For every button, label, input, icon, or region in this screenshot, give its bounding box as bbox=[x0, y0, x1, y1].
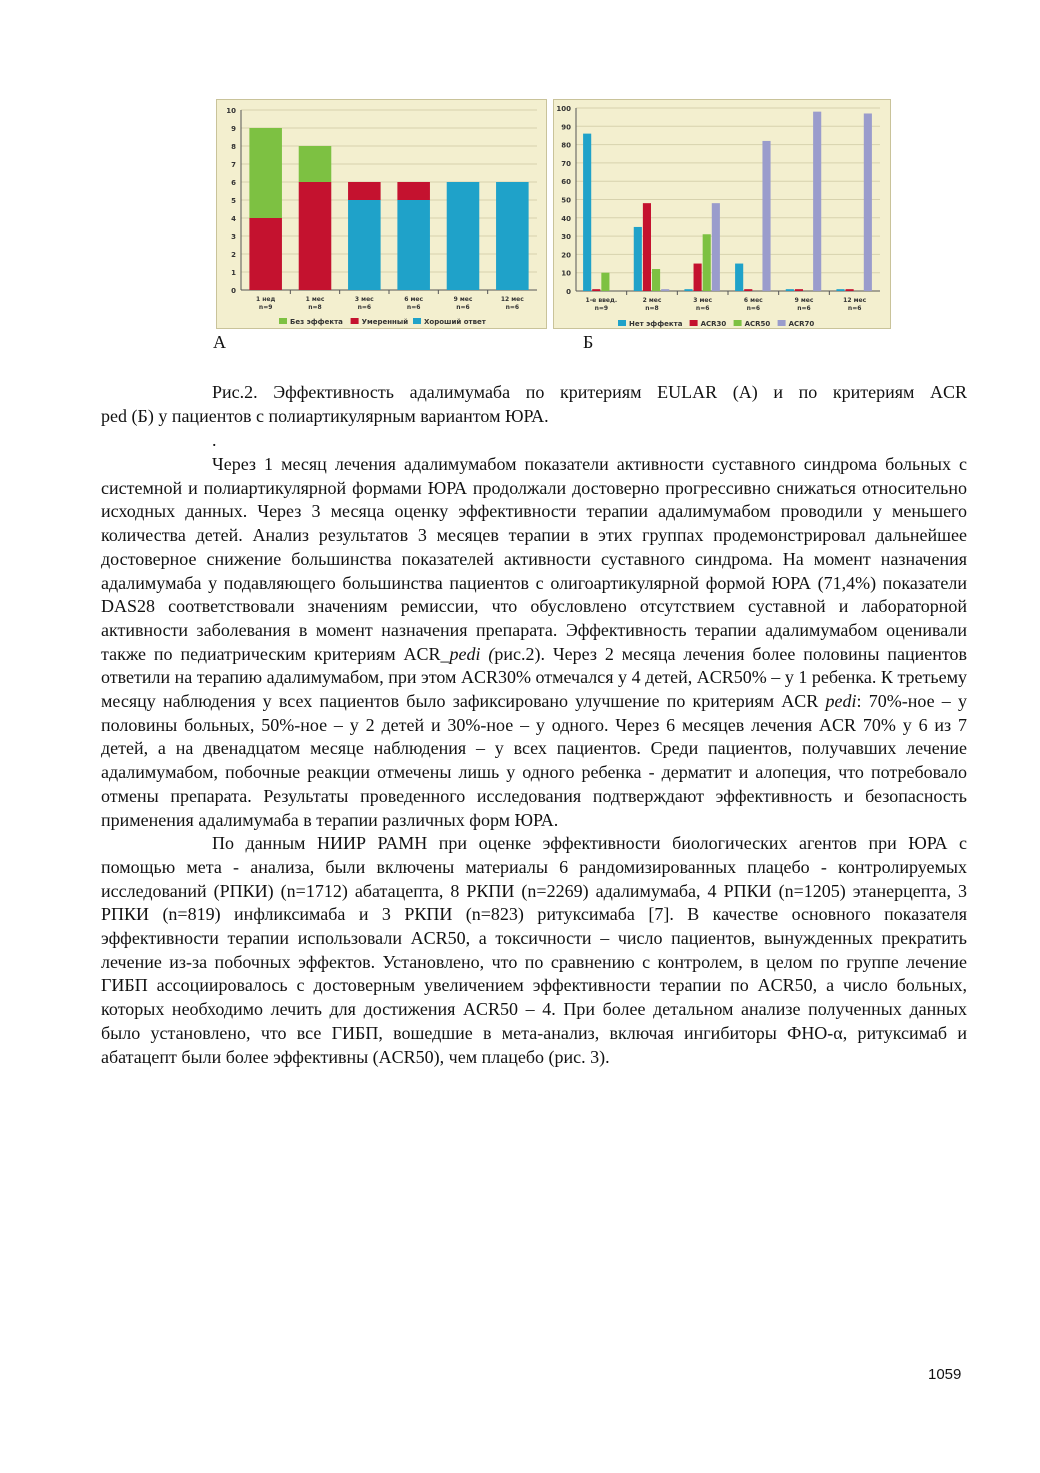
bar bbox=[864, 113, 872, 291]
bar bbox=[694, 264, 702, 291]
y-tick-label: 50 bbox=[561, 196, 571, 205]
legend-label: ACR30 bbox=[700, 320, 727, 328]
legend-label: Умеренный bbox=[361, 318, 409, 326]
x-tick-label: n=6 bbox=[847, 305, 862, 312]
figure-caption bbox=[101, 380, 967, 452]
bar bbox=[684, 289, 692, 291]
chart-acr-pedi bbox=[553, 99, 891, 329]
x-tick-label: 9 мес bbox=[794, 297, 814, 304]
y-tick-label: 20 bbox=[561, 251, 571, 260]
legend-swatch bbox=[351, 318, 359, 324]
y-tick-label: 10 bbox=[226, 107, 236, 115]
x-tick-label: n=9 bbox=[594, 305, 609, 312]
x-tick-label: 9 мес bbox=[453, 296, 473, 303]
bar bbox=[583, 134, 591, 291]
y-tick-label: 8 bbox=[231, 143, 236, 151]
x-tick-label: n=6 bbox=[797, 305, 811, 312]
pedi-term: _pedi ( bbox=[440, 643, 495, 664]
bar bbox=[786, 289, 794, 291]
caption-dot: . bbox=[212, 430, 217, 450]
bar bbox=[652, 269, 660, 291]
bar-segment bbox=[299, 146, 332, 182]
x-tick-label: 12 мес bbox=[500, 296, 524, 303]
bar-segment bbox=[397, 182, 430, 200]
x-tick-label: 1 мес bbox=[305, 296, 325, 303]
bar-segment bbox=[249, 128, 282, 218]
y-tick-label: 5 bbox=[231, 197, 236, 205]
legend-swatch bbox=[618, 320, 626, 326]
paragraph-1-part-a: Через 1 месяц лечения адалимумабом показатели активности суставного синдрома больных с системной и полиартикулярной формами ЮРА продолжали достоверно прогрессивно снижаться относительно исходных данных. Через 3 месяца оценку эффективности терапии адалимумабом проводили у меньшего количества детей. Анализ результатов 3 месяцев терапии в этих группах продемонстрировал дальнейшее достоверное снижение большинства показателей активности суставного синдрома. На момент назначения адалимумаба у подавляющего большинства пациентов с олигоартикулярной формой ЮРА (71,4%) показатели DAS28 соответствовали значениям ремиссии, что обусловлено отсутствием суставной и лабораторной активности заболевания в момент назначения препарата. Эффективность терапии адалимумабом оценивали также по педиатрическим критериям bbox=[101, 454, 967, 664]
y-tick-label: 40 bbox=[561, 214, 571, 223]
y-tick-label: 0 bbox=[231, 287, 236, 295]
acr-term: ACR bbox=[403, 643, 441, 664]
y-tick-label: 100 bbox=[556, 105, 571, 113]
x-tick-label: n=8 bbox=[645, 305, 659, 312]
bar bbox=[592, 289, 600, 291]
legend-label: ACR50 bbox=[744, 320, 771, 328]
caption-line-2: ped (Б) у пациентов с полиартикулярным вариантом ЮРА. bbox=[101, 406, 549, 426]
x-tick-label: n=6 bbox=[456, 304, 470, 311]
x-tick-label: 1-е введ. bbox=[585, 297, 618, 304]
y-tick-label: 80 bbox=[561, 141, 571, 150]
x-tick-label: n=9 bbox=[258, 304, 273, 311]
page-number: 1059 bbox=[928, 1366, 962, 1383]
bar-segment bbox=[348, 200, 381, 290]
y-tick-label: 9 bbox=[231, 125, 236, 133]
y-tick-label: 1 bbox=[231, 269, 236, 277]
bar-segment bbox=[299, 182, 332, 290]
legend-swatch bbox=[413, 318, 421, 324]
bar bbox=[712, 203, 720, 291]
bar bbox=[795, 289, 803, 291]
pedi-term-2: pedi bbox=[825, 691, 857, 712]
x-tick-label: 1 нед bbox=[256, 296, 276, 303]
legend-label: ACR70 bbox=[788, 320, 815, 328]
y-tick-label: 70 bbox=[561, 159, 571, 168]
x-tick-label: n=6 bbox=[746, 305, 761, 312]
y-tick-label: 2 bbox=[231, 251, 236, 259]
bar bbox=[846, 289, 854, 291]
x-tick-label: n=6 bbox=[406, 304, 421, 311]
x-tick-label: 6 мес bbox=[404, 296, 424, 303]
legend-label: Хороший ответ bbox=[424, 318, 486, 326]
x-tick-label: n=6 bbox=[505, 304, 520, 311]
bar bbox=[762, 141, 770, 291]
x-tick-label: n=6 bbox=[695, 305, 710, 312]
x-tick-label: n=8 bbox=[308, 304, 322, 311]
legend-label: Нет эффекта bbox=[629, 320, 683, 328]
y-tick-label: 0 bbox=[566, 288, 571, 296]
paragraph-1-text bbox=[101, 453, 967, 832]
legend-swatch bbox=[279, 318, 287, 324]
bar bbox=[601, 273, 609, 291]
panel-b-letter: Б bbox=[583, 332, 594, 352]
paragraph-1-part-c: : 70%-ное – у половины больных, 50%-ное – у 2 детей и 30%-ное – у одного. Через 6 месяцев лечения ACR 70% у 6 из 7 детей, а на двенадцатом месяце наблюдения – у всех пациентов. Среди пациентов, получавших лечение адалимумабом, побочные реакции отмечены лишь у одного ребенка - дерматит и алопеция, что потребовало отмены препарата. Результаты проведенного исследования подтверждают эффективность и безопасность применения адалимумаба в терапии различных форм ЮРА. bbox=[101, 691, 967, 830]
paragraph-2-text: По данным НИИР РАМН при оценке эффективности биологических агентов при ЮРА с помощью мета - анализа, были включены материалы 6 рандомизированных плацебо - контролируемых исследований (РПКИ) (n=1712) абатацепта, 8 РКПИ (n=2269) адалимумаба, 4 РПКИ (n=1205) этанерцепта, 3 РПКИ (n=819) инфликсимаба и 3 РКПИ (n=823) ритуксимаба [7]. В качестве основного показателя эффективности терапии использовали ACR50, а токсичности – число пациентов, вынужденных прекратить лечение из-за побочных эффектов. Установлено, что по сравнению с контролем, в целом по группе лечение ГИБП ассоциировалось с достоверным увеличением эффективности терапии по ACR50, а число больных, которых необходимо лечить для достижения ACR50 – 4. При более детальном анализе полученных данных было установлено, что все ГИБП, вошедшие в мета-анализ, включая ингибиторы ФНО-α, ритуксимаб и абатацепт были более эффективны (ACR50), чем плацебо (рис. 3). bbox=[101, 833, 967, 1067]
x-tick-label: 12 мес bbox=[843, 297, 867, 304]
bar bbox=[703, 234, 711, 291]
legend-swatch bbox=[734, 320, 742, 326]
x-tick-label: 2 мес bbox=[642, 297, 662, 304]
x-tick-label: 3 мес bbox=[354, 296, 374, 303]
bar-segment bbox=[447, 182, 480, 290]
y-tick-label: 60 bbox=[561, 178, 571, 187]
legend-label: Без эффекта bbox=[290, 318, 343, 326]
paragraph-1-part-b: рис.2). Через 2 месяца лечения более половины пациентов ответили на терапию адалимумабом, при этом ACR30% отмечался у 4 детей, ACR50% – у 1 ребенка. К третьему месяцу наблюдения у всех пациентов было зафиксировано улучшение по критериям ACR bbox=[101, 643, 968, 712]
bar bbox=[735, 264, 743, 291]
caption-line-1: Рис.2. Эффективность адалимумаба по критериям EULAR (А) и по критериям ACR bbox=[212, 382, 967, 402]
y-tick-label: 7 bbox=[231, 161, 236, 169]
legend-swatch bbox=[690, 320, 698, 326]
y-tick-label: 10 bbox=[561, 269, 571, 278]
chart-eular bbox=[216, 99, 547, 329]
y-tick-label: 4 bbox=[231, 215, 236, 223]
bar bbox=[744, 289, 752, 291]
bar-segment bbox=[496, 182, 529, 290]
bar bbox=[634, 227, 642, 291]
y-tick-label: 90 bbox=[561, 123, 571, 132]
legend-swatch bbox=[778, 320, 786, 326]
chart-acr-pedi-svg bbox=[554, 100, 890, 328]
bar bbox=[643, 203, 651, 291]
bar-segment bbox=[348, 182, 381, 200]
x-tick-label: 3 мес bbox=[693, 297, 713, 304]
y-tick-label: 6 bbox=[231, 179, 236, 187]
bar-segment bbox=[397, 200, 430, 290]
bar-segment bbox=[249, 218, 282, 290]
y-tick-label: 3 bbox=[231, 233, 236, 241]
bar bbox=[813, 112, 821, 291]
x-tick-label: n=6 bbox=[357, 304, 372, 311]
body-paragraph-1 bbox=[101, 453, 967, 1069]
bar bbox=[661, 289, 669, 291]
panel-a-letter: А bbox=[213, 332, 226, 352]
y-tick-label: 30 bbox=[561, 233, 571, 242]
bar bbox=[836, 289, 844, 291]
x-tick-label: 6 мес bbox=[743, 297, 763, 304]
chart-eular-svg bbox=[217, 100, 546, 328]
